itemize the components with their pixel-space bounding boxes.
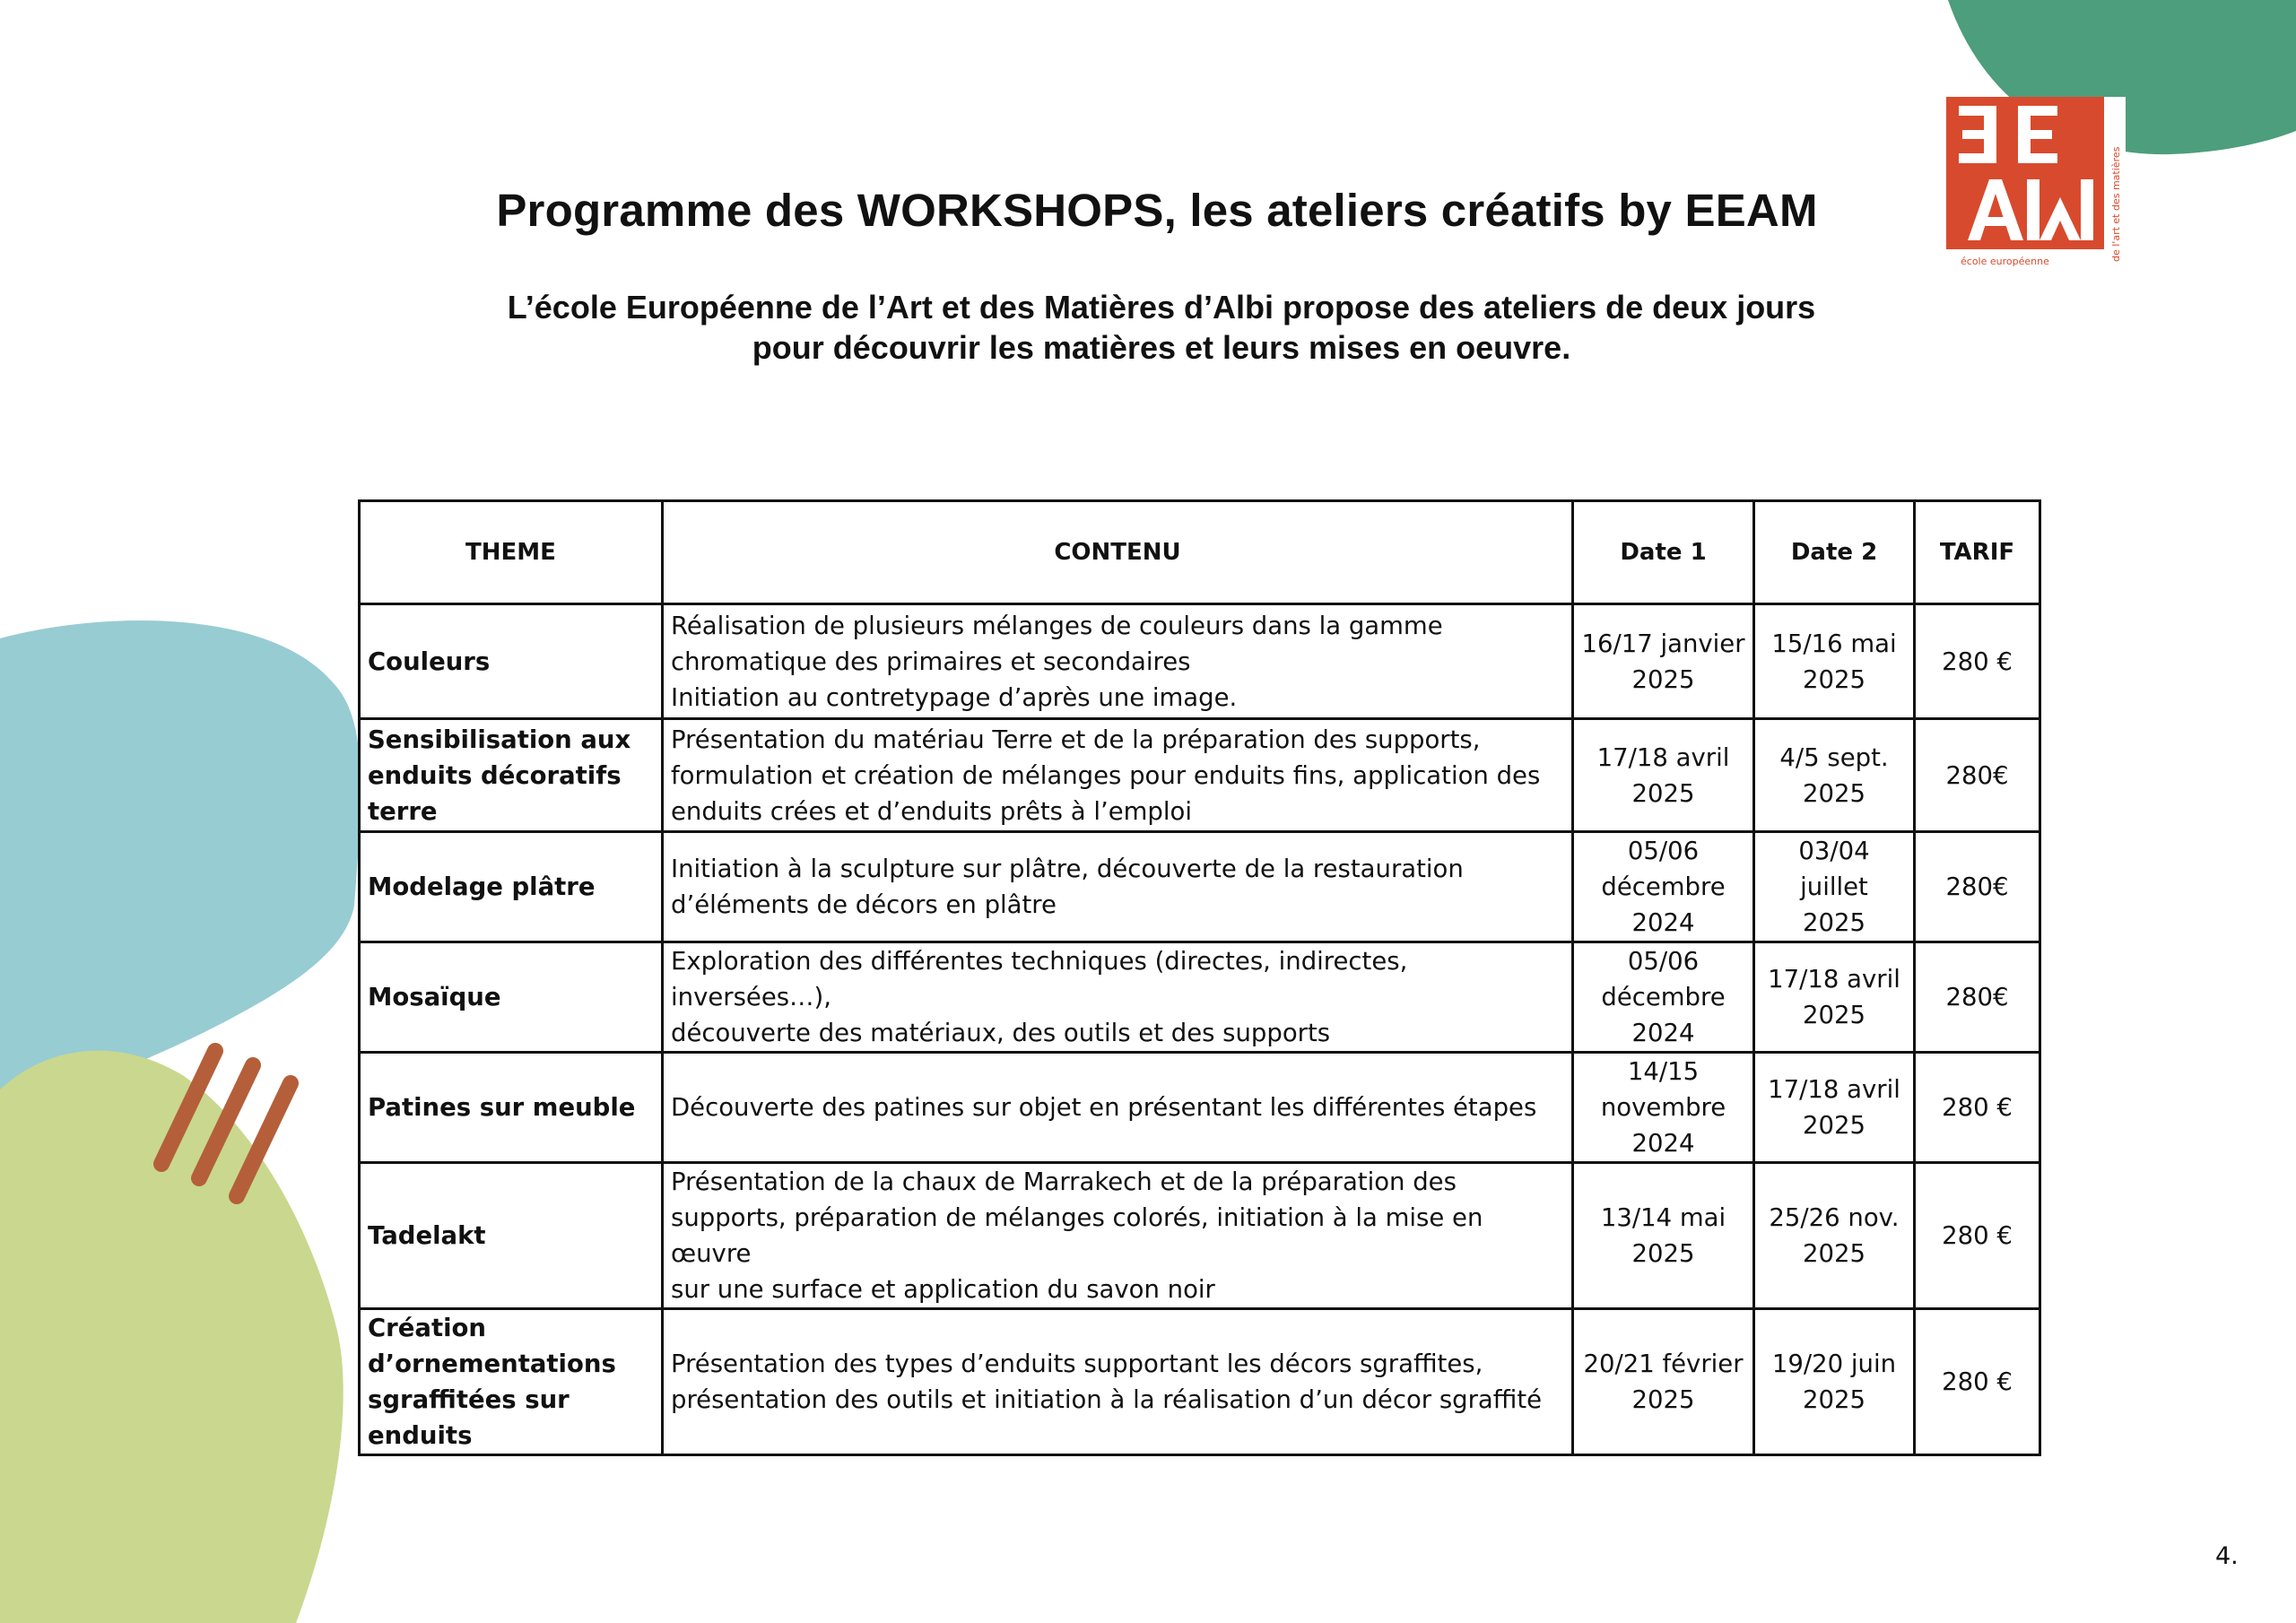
theme-cell <box>360 832 663 942</box>
contenu-cell-line: Initiation au contretypage d’après une image. <box>671 682 1238 712</box>
table-row <box>360 719 2040 832</box>
date1-cell <box>1573 604 1754 719</box>
theme-cell <box>360 1309 663 1455</box>
date1-cell-line: décembre <box>1601 983 1726 1011</box>
column-header-contenu: CONTENU <box>663 501 1573 604</box>
tarif-cell <box>1915 1163 2040 1309</box>
table-header-row <box>360 501 2040 604</box>
theme-cell-line: enduits décoratifs terre <box>368 760 622 826</box>
date1-cell-line: 13/14 mai <box>1600 1203 1726 1232</box>
date2-cell-line: 2025 <box>1803 664 1866 694</box>
theme-cell <box>360 942 663 1053</box>
theme-cell-line: d’ornementations <box>368 1350 616 1378</box>
date2-cell <box>1754 604 1915 719</box>
contenu-cell-line: supports, préparation de mélanges colorés, initiation à la mise en œuvre <box>671 1203 1483 1268</box>
date2-cell-line: 17/18 avril <box>1768 1075 1900 1104</box>
date1-cell-line: 2024 <box>1631 1019 1695 1047</box>
tarif-cell-line: 280 € <box>1942 647 2013 676</box>
contenu-cell <box>663 1309 1573 1455</box>
table-row <box>360 604 2040 719</box>
date1-cell-line: 2024 <box>1631 908 1695 937</box>
date1-cell-line: 2025 <box>1631 664 1695 694</box>
tarif-cell-line: 280 € <box>1942 1221 2013 1250</box>
date2-cell-line: 2025 <box>1803 1385 1866 1414</box>
date2-cell <box>1754 832 1915 942</box>
theme-cell-line: sgraffitées sur enduits <box>368 1385 570 1450</box>
date1-cell <box>1573 1309 1754 1455</box>
theme-cell-line: Tadelakt <box>368 1221 486 1250</box>
column-header-tarif: TARIF <box>1915 501 2040 604</box>
workshops-table <box>358 499 2041 1456</box>
tarif-cell-line: 280€ <box>1945 983 2009 1011</box>
contenu-cell-line: Présentation de la chaux de Marrakech et de la préparation des <box>671 1167 1457 1196</box>
contenu-cell-line: découverte des matériaux, des outils et des supports <box>671 1019 1331 1047</box>
tarif-cell <box>1915 604 2040 719</box>
date1-cell-line: 14/15 <box>1627 1057 1700 1086</box>
contenu-cell <box>663 604 1573 719</box>
subtitle-line-2: pour découvrir les matières et leurs mises en oeuvre. <box>752 329 1571 366</box>
contenu-cell-line: Initiation à la sculpture sur plâtre, découverte de la restauration <box>671 855 1464 883</box>
date1-cell <box>1573 942 1754 1053</box>
theme-cell-line: Création <box>368 1314 486 1342</box>
page-number: 4. <box>2215 1542 2239 1570</box>
theme-cell-line: Couleurs <box>368 647 491 676</box>
date1-cell-line: 20/21 février <box>1583 1350 1744 1378</box>
contenu-cell-line: sur une surface et application du savon noir <box>671 1275 1215 1304</box>
date2-cell <box>1754 1309 1915 1455</box>
page-subtitle <box>395 287 1928 368</box>
table-row <box>360 1309 2040 1455</box>
tarif-cell-line: 280€ <box>1945 760 2009 790</box>
date2-cell <box>1754 1163 1915 1309</box>
contenu-cell-line: Exploration des différentes techniques (directes, indirectes, inversées…), <box>671 947 1408 1011</box>
contenu-cell <box>663 1163 1573 1309</box>
contenu-cell-line: Présentation des types d’enduits supportant les décors sgraffites, <box>671 1350 1483 1378</box>
tarif-cell <box>1915 942 2040 1053</box>
date2-cell-line: 4/5 sept. <box>1779 742 1889 772</box>
tarif-cell <box>1915 719 2040 832</box>
column-header-theme: THEME <box>360 501 663 604</box>
date2-cell <box>1754 719 1915 832</box>
date1-cell-line: 05/06 <box>1627 947 1700 976</box>
tarif-cell <box>1915 832 2040 942</box>
date2-cell-line: 2025 <box>1803 1001 1866 1029</box>
date1-cell <box>1573 1053 1754 1163</box>
date1-cell-line: 05/06 <box>1627 837 1700 865</box>
date2-cell-line: 2025 <box>1803 778 1866 808</box>
table-row <box>360 1163 2040 1309</box>
theme-cell <box>360 1053 663 1163</box>
contenu-cell-line: Découverte des patines sur objet en présentant les différentes étapes <box>671 1093 1537 1122</box>
date2-cell-line: 2025 <box>1803 1239 1866 1268</box>
tarif-cell-line: 280 € <box>1942 1367 2013 1396</box>
contenu-cell-line: enduits crées et d’enduits prêts à l’emploi <box>671 796 1192 826</box>
theme-cell-line: Mosaïque <box>368 983 501 1011</box>
contenu-cell <box>663 942 1573 1053</box>
tarif-cell-line: 280 € <box>1942 1093 2013 1122</box>
date1-cell-line: 2025 <box>1631 1385 1695 1414</box>
date2-cell-line: 17/18 avril <box>1768 965 1900 994</box>
column-header-date2: Date 2 <box>1754 501 1915 604</box>
theme-cell-line: Sensibilisation aux <box>368 725 631 754</box>
eeam-logo <box>1946 97 2126 269</box>
date1-cell-line: 16/17 janvier <box>1581 629 1745 658</box>
contenu-cell <box>663 832 1573 942</box>
table-body <box>360 604 2040 1455</box>
date1-cell-line: 2025 <box>1631 1239 1695 1268</box>
contenu-cell-line: chromatique des primaires et secondaires <box>671 647 1191 676</box>
date2-cell <box>1754 942 1915 1053</box>
date2-cell-line: 19/20 juin <box>1771 1350 1897 1378</box>
contenu-cell <box>663 719 1573 832</box>
theme-cell-line: Modelage plâtre <box>368 872 596 901</box>
tarif-cell-line: 280€ <box>1945 872 2009 901</box>
svg-text:de l'art et des matières: de l'art et des matières <box>2110 146 2122 262</box>
contenu-cell-line: Réalisation de plusieurs mélanges de couleurs dans la gamme <box>671 611 1443 640</box>
date1-cell-line: novembre <box>1600 1093 1726 1122</box>
theme-cell <box>360 719 663 832</box>
theme-cell <box>360 1163 663 1309</box>
date2-cell <box>1754 1053 1915 1163</box>
date1-cell-line: 2024 <box>1631 1129 1695 1158</box>
contenu-cell-line: d’éléments de décors en plâtre <box>671 890 1057 919</box>
contenu-cell-line: présentation des outils et initiation à la réalisation d’un décor sgraffité <box>671 1385 1543 1414</box>
date2-cell-line: 2025 <box>1803 908 1866 937</box>
theme-cell-line: Patines sur meuble <box>368 1093 636 1122</box>
contenu-cell <box>663 1053 1573 1163</box>
column-header-date1: Date 1 <box>1573 501 1754 604</box>
date1-cell-line: 17/18 avril <box>1596 742 1730 772</box>
date1-cell <box>1573 832 1754 942</box>
date2-cell-line: 2025 <box>1803 1111 1866 1140</box>
subtitle-line-1: L’école Européenne de l’Art et des Matières d’Albi propose des ateliers de deux jours <box>507 289 1816 325</box>
date2-cell-line: 03/04 juillet <box>1798 837 1870 901</box>
table-row <box>360 1053 2040 1163</box>
table-row <box>360 942 2040 1053</box>
contenu-cell-line: Présentation du matériau Terre et de la préparation des supports, <box>671 725 1481 754</box>
date2-cell-line: 15/16 mai <box>1771 629 1897 658</box>
contenu-cell-line: formulation et création de mélanges pour enduits fins, application des <box>671 760 1541 790</box>
tarif-cell <box>1915 1309 2040 1455</box>
date1-cell <box>1573 719 1754 832</box>
date1-cell-line: décembre <box>1601 872 1726 901</box>
table-row <box>360 832 2040 942</box>
tarif-cell <box>1915 1053 2040 1163</box>
date1-cell <box>1573 1163 1754 1309</box>
theme-cell <box>360 604 663 719</box>
svg-text:école européenne: école européenne <box>1961 256 2049 267</box>
page-title: Programme des WORKSHOPS, les ateliers créatifs by EEAM <box>496 185 1818 236</box>
teal-blob-shape <box>0 621 361 1130</box>
date1-cell-line: 2025 <box>1631 778 1695 808</box>
date2-cell-line: 25/26 nov. <box>1769 1203 1900 1232</box>
